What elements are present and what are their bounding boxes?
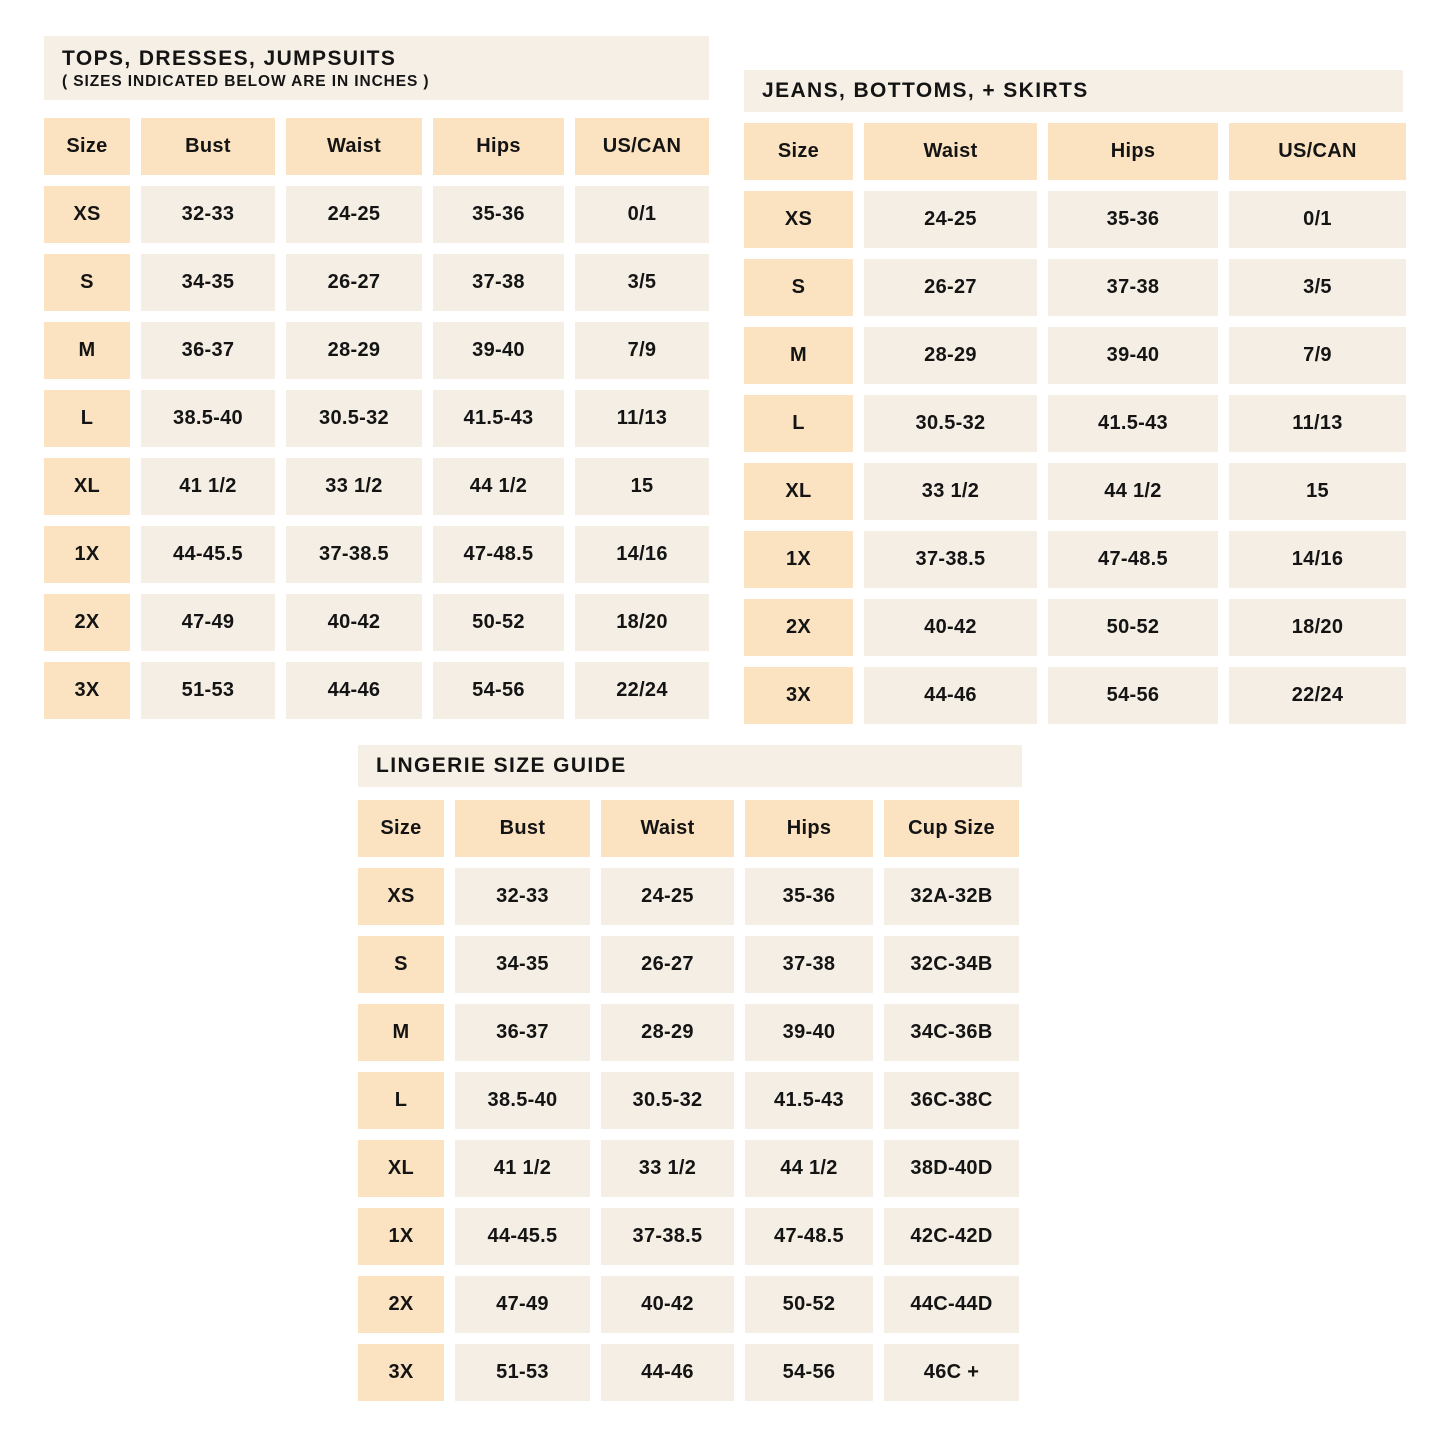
column-header-waist: Waist bbox=[601, 800, 734, 857]
size-label-cell: 3X bbox=[358, 1344, 444, 1401]
measurement-cell: 30.5-32 bbox=[286, 390, 422, 447]
size-label-cell: M bbox=[744, 327, 853, 384]
measurement-cell: 46C + bbox=[884, 1344, 1019, 1401]
measurement-cell: 51-53 bbox=[141, 662, 275, 719]
measurement-cell: 54-56 bbox=[433, 662, 564, 719]
measurement-cell: 50-52 bbox=[745, 1276, 873, 1333]
size-label-cell: 2X bbox=[358, 1276, 444, 1333]
measurement-cell: 37-38 bbox=[433, 254, 564, 311]
measurement-cell: 15 bbox=[1229, 463, 1406, 520]
column-header-hips: Hips bbox=[433, 118, 564, 175]
size-label-cell: 1X bbox=[358, 1208, 444, 1265]
jeans-size-table bbox=[744, 123, 1406, 724]
column-header-uscan: US/CAN bbox=[1229, 123, 1406, 180]
measurement-cell: 28-29 bbox=[864, 327, 1037, 384]
measurement-cell: 32A-32B bbox=[884, 868, 1019, 925]
measurement-cell: 37-38.5 bbox=[286, 526, 422, 583]
size-label-cell: XL bbox=[744, 463, 853, 520]
column-header-size: Size bbox=[44, 118, 130, 175]
measurement-cell: 30.5-32 bbox=[864, 395, 1037, 452]
measurement-cell: 41.5-43 bbox=[433, 390, 564, 447]
measurement-cell: 26-27 bbox=[864, 259, 1037, 316]
measurement-cell: 22/24 bbox=[1229, 667, 1406, 724]
measurement-cell: 38D-40D bbox=[884, 1140, 1019, 1197]
measurement-cell: 37-38.5 bbox=[601, 1208, 734, 1265]
measurement-cell: 30.5-32 bbox=[601, 1072, 734, 1129]
measurement-cell: 44-46 bbox=[864, 667, 1037, 724]
column-header-size: Size bbox=[744, 123, 853, 180]
measurement-cell: 39-40 bbox=[1048, 327, 1218, 384]
jeans-table-banner bbox=[744, 70, 1403, 112]
measurement-cell: 26-27 bbox=[601, 936, 734, 993]
measurement-cell: 34-35 bbox=[141, 254, 275, 311]
measurement-cell: 40-42 bbox=[864, 599, 1037, 656]
measurement-cell: 33 1/2 bbox=[286, 458, 422, 515]
measurement-cell: 40-42 bbox=[601, 1276, 734, 1333]
measurement-cell: 40-42 bbox=[286, 594, 422, 651]
measurement-cell: 54-56 bbox=[745, 1344, 873, 1401]
measurement-cell: 47-49 bbox=[455, 1276, 590, 1333]
measurement-cell: 24-25 bbox=[864, 191, 1037, 248]
measurement-cell: 54-56 bbox=[1048, 667, 1218, 724]
tops-table-title: TOPS, DRESSES, JUMPSUITS bbox=[62, 47, 397, 71]
measurement-cell: 36C-38C bbox=[884, 1072, 1019, 1129]
measurement-cell: 44C-44D bbox=[884, 1276, 1019, 1333]
measurement-cell: 36-37 bbox=[141, 322, 275, 379]
measurement-cell: 26-27 bbox=[286, 254, 422, 311]
column-header-bust: Bust bbox=[141, 118, 275, 175]
measurement-cell: 44 1/2 bbox=[745, 1140, 873, 1197]
size-label-cell: XL bbox=[358, 1140, 444, 1197]
size-label-cell: 3X bbox=[744, 667, 853, 724]
column-header-size: Size bbox=[358, 800, 444, 857]
measurement-cell: 47-48.5 bbox=[1048, 531, 1218, 588]
lingerie-table-title: LINGERIE SIZE GUIDE bbox=[376, 754, 627, 778]
measurement-cell: 33 1/2 bbox=[864, 463, 1037, 520]
measurement-cell: 18/20 bbox=[1229, 599, 1406, 656]
measurement-cell: 11/13 bbox=[1229, 395, 1406, 452]
measurement-cell: 36-37 bbox=[455, 1004, 590, 1061]
size-label-cell: S bbox=[744, 259, 853, 316]
size-label-cell: M bbox=[358, 1004, 444, 1061]
measurement-cell: 44-46 bbox=[286, 662, 422, 719]
tops-table-subtitle: ( SIZES INDICATED BELOW ARE IN INCHES ) bbox=[62, 72, 430, 90]
size-label-cell: XS bbox=[744, 191, 853, 248]
column-header-hips: Hips bbox=[1048, 123, 1218, 180]
measurement-cell: 41 1/2 bbox=[455, 1140, 590, 1197]
measurement-cell: 35-36 bbox=[745, 868, 873, 925]
measurement-cell: 3/5 bbox=[575, 254, 709, 311]
column-header-uscan: US/CAN bbox=[575, 118, 709, 175]
measurement-cell: 47-48.5 bbox=[745, 1208, 873, 1265]
measurement-cell: 3/5 bbox=[1229, 259, 1406, 316]
measurement-cell: 32-33 bbox=[455, 868, 590, 925]
measurement-cell: 39-40 bbox=[745, 1004, 873, 1061]
measurement-cell: 32-33 bbox=[141, 186, 275, 243]
measurement-cell: 7/9 bbox=[575, 322, 709, 379]
measurement-cell: 24-25 bbox=[601, 868, 734, 925]
tops-table-banner bbox=[44, 36, 709, 100]
measurement-cell: 28-29 bbox=[286, 322, 422, 379]
measurement-cell: 44 1/2 bbox=[1048, 463, 1218, 520]
jeans-table-title: JEANS, BOTTOMS, + SKIRTS bbox=[762, 79, 1089, 103]
measurement-cell: 28-29 bbox=[601, 1004, 734, 1061]
measurement-cell: 37-38.5 bbox=[864, 531, 1037, 588]
size-label-cell: XS bbox=[44, 186, 130, 243]
measurement-cell: 35-36 bbox=[1048, 191, 1218, 248]
size-label-cell: M bbox=[44, 322, 130, 379]
measurement-cell: 44-45.5 bbox=[455, 1208, 590, 1265]
measurement-cell: 42C-42D bbox=[884, 1208, 1019, 1265]
size-label-cell: XS bbox=[358, 868, 444, 925]
size-label-cell: 2X bbox=[44, 594, 130, 651]
column-header-waist: Waist bbox=[286, 118, 422, 175]
size-label-cell: S bbox=[358, 936, 444, 993]
column-header-hips: Hips bbox=[745, 800, 873, 857]
column-header-waist: Waist bbox=[864, 123, 1037, 180]
measurement-cell: 0/1 bbox=[1229, 191, 1406, 248]
measurement-cell: 38.5-40 bbox=[141, 390, 275, 447]
size-label-cell: L bbox=[744, 395, 853, 452]
measurement-cell: 44-45.5 bbox=[141, 526, 275, 583]
measurement-cell: 34C-36B bbox=[884, 1004, 1019, 1061]
measurement-cell: 50-52 bbox=[1048, 599, 1218, 656]
size-label-cell: L bbox=[44, 390, 130, 447]
measurement-cell: 15 bbox=[575, 458, 709, 515]
measurement-cell: 35-36 bbox=[433, 186, 564, 243]
measurement-cell: 0/1 bbox=[575, 186, 709, 243]
measurement-cell: 41.5-43 bbox=[1048, 395, 1218, 452]
measurement-cell: 18/20 bbox=[575, 594, 709, 651]
size-label-cell: L bbox=[358, 1072, 444, 1129]
measurement-cell: 38.5-40 bbox=[455, 1072, 590, 1129]
size-label-cell: S bbox=[44, 254, 130, 311]
column-header-bust: Bust bbox=[455, 800, 590, 857]
measurement-cell: 7/9 bbox=[1229, 327, 1406, 384]
measurement-cell: 33 1/2 bbox=[601, 1140, 734, 1197]
measurement-cell: 37-38 bbox=[1048, 259, 1218, 316]
size-label-cell: 1X bbox=[44, 526, 130, 583]
measurement-cell: 32C-34B bbox=[884, 936, 1019, 993]
size-label-cell: 3X bbox=[44, 662, 130, 719]
lingerie-size-table bbox=[358, 800, 1019, 1401]
measurement-cell: 24-25 bbox=[286, 186, 422, 243]
column-header-cupsize: Cup Size bbox=[884, 800, 1019, 857]
measurement-cell: 14/16 bbox=[1229, 531, 1406, 588]
measurement-cell: 11/13 bbox=[575, 390, 709, 447]
tops-size-table bbox=[44, 118, 709, 719]
measurement-cell: 47-48.5 bbox=[433, 526, 564, 583]
measurement-cell: 37-38 bbox=[745, 936, 873, 993]
measurement-cell: 47-49 bbox=[141, 594, 275, 651]
measurement-cell: 51-53 bbox=[455, 1344, 590, 1401]
measurement-cell: 44-46 bbox=[601, 1344, 734, 1401]
measurement-cell: 39-40 bbox=[433, 322, 564, 379]
size-label-cell: 2X bbox=[744, 599, 853, 656]
measurement-cell: 14/16 bbox=[575, 526, 709, 583]
size-label-cell: 1X bbox=[744, 531, 853, 588]
measurement-cell: 50-52 bbox=[433, 594, 564, 651]
measurement-cell: 34-35 bbox=[455, 936, 590, 993]
measurement-cell: 41.5-43 bbox=[745, 1072, 873, 1129]
size-label-cell: XL bbox=[44, 458, 130, 515]
measurement-cell: 22/24 bbox=[575, 662, 709, 719]
lingerie-table-banner bbox=[358, 745, 1022, 787]
measurement-cell: 44 1/2 bbox=[433, 458, 564, 515]
measurement-cell: 41 1/2 bbox=[141, 458, 275, 515]
